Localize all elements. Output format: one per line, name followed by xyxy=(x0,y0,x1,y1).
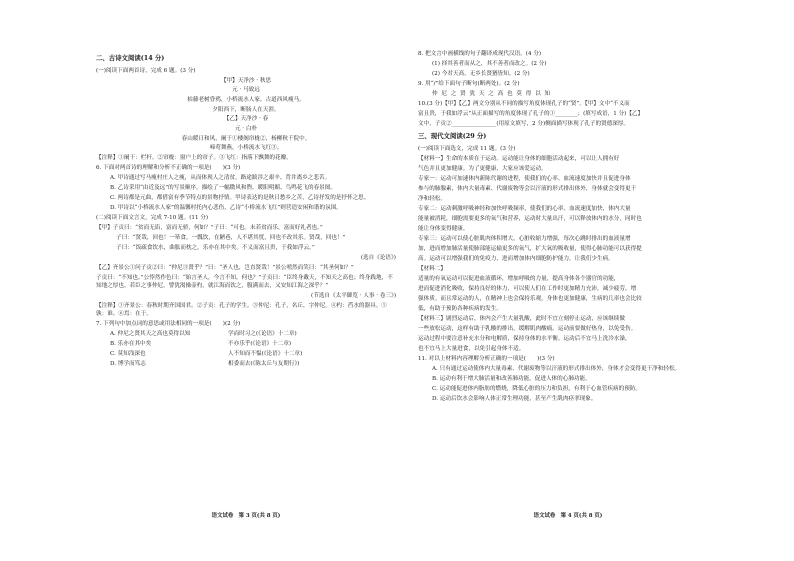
sub-question: (2) 今君天高，无乡长贤猶皆知。(2 分) xyxy=(432,70,530,77)
material-3: 【材料三】剧烈运动后，体内会产生大量乳酸，此时不宜立刻停止运动，应该继续做 xyxy=(418,315,625,322)
poem-title: 【乙】天净沙 · 春 xyxy=(223,116,269,123)
option-left: A. 仲尼之贤其天之高也莫得以知 xyxy=(110,331,191,338)
material-1: 参与的肺腺素，体内大量毒素、代谢废物等会以汗液的形式排出体外，身体就会变得更干 xyxy=(418,185,637,192)
option-a: A. 只有通过运动使体内大量毒素、代谢废物等以汗液的形式排出体外，身体才会变得更干净和轻松。 xyxy=(432,365,681,372)
section-title-modern: 三、现代文阅读(29 分) xyxy=(418,132,487,141)
option-b: B. 运动有利于增大肺活量和改善肺功能，促进人体的心肺功能。 xyxy=(432,375,591,382)
material-1: 净和轻松。 xyxy=(418,195,446,202)
passage-source: (节选自《太平御览 · 人事 · 卷三》) xyxy=(311,293,396,300)
poem-title: 【甲】天净沙 · 秋思 xyxy=(220,77,272,84)
punctuation-sentence: 仲 尼 之 贤 犹 天 之 高 也 莫 得 以 知 xyxy=(432,90,552,97)
poem-line: 夕阳西下，断肠人在天涯。 xyxy=(212,106,280,113)
poem-author: 元 · 马致远 xyxy=(232,87,260,94)
material-2: 适量的有氧运动可以促进血液循环，增加呼吸的力量，提高身体各个器官的功能， xyxy=(418,275,620,282)
question-9: 9. 用“/”给下面句子断句(断两处)。(2 分) xyxy=(418,80,520,87)
material-1: 加，进而增加肺活量使肺部能运输更多的氧气，扩大氧的吸收量，使得心肺功能可以获得提 xyxy=(418,245,642,252)
option-right: 人不知而不愠(《论语》十二章) xyxy=(228,351,303,358)
option-right: 相委而去(《陈太丘与友期行》) xyxy=(228,361,300,368)
question-10: 10.(3 分)【甲】【乙】两文分别从不同的描写角度体现孔子的“贤”。【甲】文中“不义而 xyxy=(418,100,630,107)
material-2-title: 【材料二】 xyxy=(418,265,446,272)
option-row-d xyxy=(96,360,396,368)
poem-line: 啼莺舞燕，小桥流水飞红③。 xyxy=(209,145,283,152)
option-right: 学而时习之(《论语》十二章) xyxy=(228,331,297,338)
exam-page-4 xyxy=(418,50,718,520)
option-row-b xyxy=(96,340,396,348)
material-2: 强体质。而且常运动的人，在精神上也会保持乐观，身体也更加健康，生病的几率也会比较 xyxy=(418,295,642,302)
material-2: 低，有助于预防各种疾病的发生。 xyxy=(418,305,502,312)
annotation: 【注释】①阑干：栏杆。②帘栊：窗户上的帘子。③飞红：指落下飘舞的花瓣。 xyxy=(96,154,292,161)
option-b: B. 乙诗采用“由近及远”的写景顺序，描绘了一幅微风和煦、暖阳明媚、鸟鸣花飞的春景图。 xyxy=(110,184,336,191)
question-intro: (一)阅读下面选文，完成 11 题。(3 分) xyxy=(418,145,516,152)
material-3: 一些放松运动，这样有助于乳酸的排出，缓解肌肉酸痛。运动前要做好热身，以免受伤。 xyxy=(418,325,637,332)
material-1: 能量被消耗，细胞需要更多的氧气和营养，运动时大量出汗，可以释放体内的水分，同时也 xyxy=(418,215,642,222)
question-10: 文中，子贡②________________(用原文填写，2 分)侧面描写体现了孔子的贤德深厚。 xyxy=(418,120,630,127)
page-footer: 语文试卷 第 4 页(共 8 页) xyxy=(533,512,603,519)
passage-source: (选自《论语》) xyxy=(360,254,396,261)
sub-question: (1) 择其善者而从之，其不善者而改之。(2 分) xyxy=(432,60,547,67)
option-right: 不亦乐乎(《论语》十二章) xyxy=(228,341,292,348)
material-2: 进而促进消化吸收，保持良好的体力，可以使人们在工作时更加精力充沛，减少疲劳，增 xyxy=(418,285,637,292)
option-row-c xyxy=(96,350,396,358)
question-intro: (一)阅读下面两首诗，完成 6 题。(3 分) xyxy=(96,67,196,74)
material-3: 运动过程中要注意补充水分和电解质，保持身体的水平衡。运动后不宜马上洗冷水澡， xyxy=(418,335,631,342)
option-left: B. 乐亦在其中矣 xyxy=(110,341,152,348)
option-left: C. 莫知浅深也 xyxy=(110,351,146,358)
option-c: C. 运动能促进体内脂肪的燃烧，降低心脏的压力和负担，有利于心血管疾病的预防。 xyxy=(432,385,642,392)
annotation: 【注释】①齐景公：春秋时期齐国国君。②子贡：孔子的学生。③仲尼：孔子，名丘，字仲尼。④杓：舀水的器具。⑤孰：谁。⑥焉：在于。 xyxy=(96,303,387,318)
material-1: 专家一：运动可加速体内新陈代谢的进程，使我们的心率、血流速度加快并且促进身体 xyxy=(418,175,631,182)
material-1: 专家二：运动刺激呼吸神经和加快呼吸频率，使我们的心率、血流速度加快，体内大量 xyxy=(418,205,631,212)
passage-jia: 子曰：“贤哉，回也！一箪食，一瓢饮，在陋巷，人不堪其忧，回也不改其乐。贤哉，回也！” xyxy=(116,234,346,241)
option-d: D. 运动后饮水会影响人体正常生理功能，甚至产生肌肉痉挛现象。 xyxy=(432,395,597,402)
option-c: C. 两诗都是元曲，都借富有季节特点的景物抒情。甲诗表达的是秋日愁乡之苦，乙诗抒发的是抒怀之思。 xyxy=(110,194,370,201)
option-row-a xyxy=(96,330,396,338)
option-left: D. 博学而笃志 xyxy=(110,361,146,368)
material-1: 气色并且更加健康。为了更健康，大家应该爱运动。 xyxy=(418,165,547,172)
option-d: D. 甲诗以“小桥流水人家”的温馨村托内心悲伤，乙诗“小桥流水飞红”则营造安闲和谐的氛围。 xyxy=(110,204,342,211)
page-footer: 语文试卷 第 3 页(共 8 页) xyxy=(211,512,281,519)
question-10: 富且贵，于我如浮云”从正面描写的角度体现了孔子的①________；(填写成语，1 分)【乙】 xyxy=(418,110,644,117)
passage-yi: 子贡曰：“不知也。”公悖然作色曰：“始言圣人，今言不知，何也？”子贡曰：“臣终身戴天，不知天之高也；终身践地，不知地之厚也。若臣之事仲尼，譬犹渴操壶杓，就江海而饮之，腹满而去，又安知江海之深乎？” xyxy=(96,274,393,290)
question-8: 8. 把文言中画横线的句子翻译成现代汉语。(4 分) xyxy=(418,51,542,57)
material-1: 专家三：运动可以使心脏肌肉体积增大，心脏收缩力增强，每次心跳时排出的血液量增 xyxy=(418,235,631,242)
passage-jia: 子曰：“饭疏食饮水，曲肱而枕之，乐亦在其中矣。不义而富且贵，于我如浮云。” xyxy=(116,244,315,251)
material-3: 也不宜马上大量进食，以免引起身体不适。 xyxy=(418,345,525,352)
question-7: 7. 下列句中加点词的意思或用法相同的一项是( )(2 分) xyxy=(96,321,241,328)
passage-yi: 【乙】齐景公①问子贡②曰：“仲尼③贤乎？”曰：“圣人也，岂直贤哉！”景公嘻然而笑曰：“其圣何如？” xyxy=(96,264,354,271)
material-1: 高。运动可以增强我们的免疫力，进而增加体内细胞防护能力，让我们少生病。 xyxy=(418,255,614,262)
question-6: 6. 下面对两首诗的理解和分析不正确的一项是( )(3 分) xyxy=(96,164,241,171)
option-a: A. 甲诗通过写马瘦村庄人之瘦，从而体现人之清贫，路途跋涉之艰辛、背井离乡之悲苦。 xyxy=(110,174,331,181)
question-intro: (二)阅读下面文言文，完成 7-10 题。(11 分) xyxy=(96,214,209,221)
material-1: 【材料一】生命的本质在于运动。运动能让身体的细胞活动起来，可以让人拥有好 xyxy=(418,155,620,162)
passage-jia: 【甲】子贡曰：“贫而无谄，富而无骄，何如？”子曰：“可也。未若贫而乐，富而好礼者也。” xyxy=(96,224,323,231)
question-11: 11. 对以上材料内容理解分析正确的一项是( )(3 分) xyxy=(418,355,555,362)
poem-author: 元 · 白朴 xyxy=(234,125,258,132)
poem-line: 春山暖日和风，阑干①楼阁帘栊②，杨柳秋千院中。 xyxy=(181,135,311,142)
material-1: 能让身体变得健康。 xyxy=(418,225,469,232)
section-title-classical: 二、古诗文阅读(14 分) xyxy=(96,54,165,62)
poem-line: 枯藤老树昏鸦，小桥流水人家。古道西风瘦马。 xyxy=(187,96,305,103)
exam-page-3 xyxy=(96,50,396,520)
